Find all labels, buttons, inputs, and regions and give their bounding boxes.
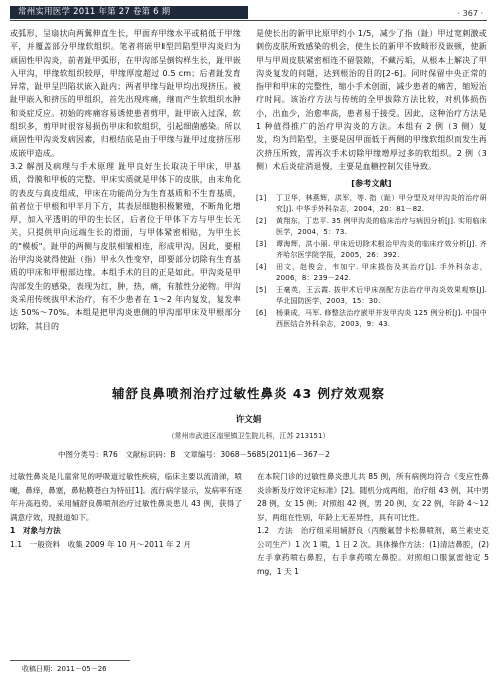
- page-number: · 367 ·: [457, 9, 483, 18]
- ref-text: 黄翔东，丁忠平. 35 例甲沟炎的临床治疗与病因分析[J]. 实用临床医学，2004，5：73.: [276, 216, 487, 237]
- ref-number: [3]: [256, 239, 267, 248]
- reference-item: [256, 262, 487, 285]
- right-column: [256, 27, 487, 331]
- article-affiliation: （常州市武进区湟里镇卫生院儿科，江苏 213151）: [167, 432, 330, 440]
- journal-header: 常州实用医学 2011 年第 27 卷第 6 期: [10, 6, 248, 19]
- intro-paragraph: 过敏性鼻炎是儿童常见的呼吸道过敏性疾病，临床主要以流清涕，喷嚏，鼻痒，鼻塞，鼻粘膜苍白为特征[1]。流行病学显示，发病率有逐年升高趋势。采用辅舒良鼻喷剂治疗过敏性鼻炎患儿 43 例，获得了满意疗效，现报道如下。: [10, 472, 242, 522]
- ref-text: 杨秉成，马军. 修整法治疗嵌甲并发甲沟炎 125 例分析[J]. 中国中西医结合外科杂志，2003，9：43.: [276, 308, 487, 329]
- subsection-general-data: 1.1 一般资料 收集 2009 年 10 月～2011 年 2 月: [10, 539, 191, 549]
- subjects-paragraph: 在本院门诊的过敏性鼻炎患儿共 85 例，所有病例均符合《变应性鼻炎诊断及疗效评定标准》[2]。随机分成两组，治疗组 43 例，其中男 28 例，女 15 例；对照组 42 例，男 20 例，女 22 例，年龄 4～12 岁，两组在性别，年龄上无差异性，具有可比性。: [257, 472, 489, 522]
- reference-item: [256, 308, 487, 331]
- reference-item: [256, 193, 487, 216]
- reference-item: [256, 216, 487, 239]
- reference-item: [256, 239, 487, 262]
- ref-text: 王毫英，王云霞. 拔甲术后甲床剖配方法治疗甲沟炎效果观察[J]. 华北国防医学，2003，15：30.: [276, 285, 487, 306]
- ref-text: 田文，赵俊会，韦加宁. 甲床损伤及其治疗[J]. 手外科杂志，2006，8：239－242.: [276, 262, 487, 283]
- footnote-rule: [10, 660, 130, 661]
- reference-item: [256, 285, 487, 308]
- received-date: 收稿日期：2011－05－26: [22, 665, 107, 673]
- article-title: 辅舒良鼻喷剂治疗过敏性鼻炎 43 例疗效观察: [111, 386, 386, 401]
- article-author: 许文娟: [235, 415, 262, 425]
- header-rule: [10, 20, 487, 21]
- ref-number: [5]: [256, 285, 267, 294]
- ref-number: [2]: [256, 216, 267, 225]
- ref-number: [4]: [256, 262, 267, 271]
- subsection-methods: 1.2 方法 治疗组采用辅舒良（丙酸氟替卡松鼻喷剂，葛兰素史克公司生产）1 次 1 喷，1 日 2 次。具体操作方法：(1)清洁鼻腔，(2)左手拿药喷右鼻腔，右手拿药喷左鼻腔。对照组口服氯雷他定 5 mg，1 天 1: [257, 526, 489, 576]
- article-classification: 中图分类号：R76 文献标识码：B 文章编号：3068－5685(2011)6－367－2: [58, 450, 330, 459]
- section-heading: 1 对象与方法: [10, 526, 61, 535]
- references-title: [参考文献]: [351, 179, 392, 189]
- left-paragraph-1: 或弧形，呈扇状向两翼伸直生长，甲面弃甲缘水平或稍低于甲缘平，并覆盖部分甲缘软组织。笔者将嵌甲Ⅱ型凹陷型甲沟炎归为顽固性甲沟炎，前者趾甲弧形，在甲沟部呈倒钩样生长，趾甲嵌入甲沟，甲缘软组织较厚，甲缘厚度超过 0.5 cm；后者趾发育异常，趾甲呈凹陷状嵌入趾内；两者甲缘与趾甲均出现挤压。被趾甲嵌入和挤压的甲组织，首先出现疼痛，继而产生软组织水肿和炎症反应。初始的疼痛容易诱使患者剪甲，趾甲嵌入过深，软组织多，剪甲时很容易损伤甲床和软组织，引起细菌感染。所以顽固性甲沟炎发病因素，归根结底是由于甲缘与趾甲过度挤压形成嵌甲造成。: [10, 29, 241, 158]
- ref-text: 谭海辉，洪小丽. 甲床近切除术根治甲沟炎的临床疗效分析[J]. 齐齐哈尔医学院学报，2005，26：392.: [276, 239, 487, 260]
- left-column: [10, 27, 241, 333]
- ref-text: 丁卫华，林燕辉，洪军，等. 指（趾）甲分型及对甲沟炎的治疗研究[J]. 中华手外科杂志，2004，20：81－82.: [276, 193, 487, 214]
- right-paragraph-1: 是使长出的新甲比原甲约小 1/5，减少了指（趾）甲过宽刺激或刺伤皮肤所致感染的机会，使生长的新甲不致畸形及嵌顿，使新甲与甲周皮肤紧密相连不留裂隙，不藏污垢，从根本上解决了甲沟炎复发的问题，达到根治的目的[2-6]。同时保留中央正常的指甲和甲床的完整性，缩小手术创面，减少患者的痛苦，缩短治疗时间。该治疗方法与传统的全甲拔除方法比较，对机体损伤小，出血少，治愈率高，患者易于接受。因此，这种治疗方法是 1 种值得推广的治疗甲沟炎的方法。本组有 2 例（3 侧）复发，均为凹陷型，主要是因甲面低于两侧的甲缘软组织而发生再次挤压所致，需再次手术切除甲缘增厚过多的软组织。2 例（3 侧）术后炎症消退慢，主要是血糖控制欠佳导致。: [256, 29, 487, 171]
- left-paragraph-2: 3.2 解剖及病理与手术原理 趾甲良好生长取决于甲床，甲基质，骨膜和甲板的完整。甲床实质就是甲体下的皮肤，由末角化的表皮与真皮组成，甲床在功能尚分为生育基质和不生育基质，前者位于甲根和甲半月下方，其表层细胞积极繁殖，不断角化增厚，加入平透明的甲的生长区，后者位于甲体下方与甲生长无关，只提供甲向远端生长的滑面，与甲体紧密相贴，为甲生长的"模板"。趾甲的两侧与皮肤相皱相连，形成甲沟。因此，要根治甲沟炎就得使趾（指）甲永久性变窄，即要部分切除有生育基质的甲床和甲根部边缘。本组手术的目的正是如此。甲沟炎是甲沟部发生的感染，表现为红，肿，热，痛，有脓性分泌物。甲沟炎采用传统拔甲术治疗，有不少患者在 1～2 年内复发，复发率达 50%～70%。本组是把甲沟炎患侧的甲沟部甲床及甲根部分切除，其目的: [10, 161, 241, 331]
- ref-number: [1]: [256, 193, 267, 202]
- ref-number: [6]: [256, 308, 267, 317]
- article-right-column: [257, 470, 489, 578]
- article-left-column: [10, 470, 242, 551]
